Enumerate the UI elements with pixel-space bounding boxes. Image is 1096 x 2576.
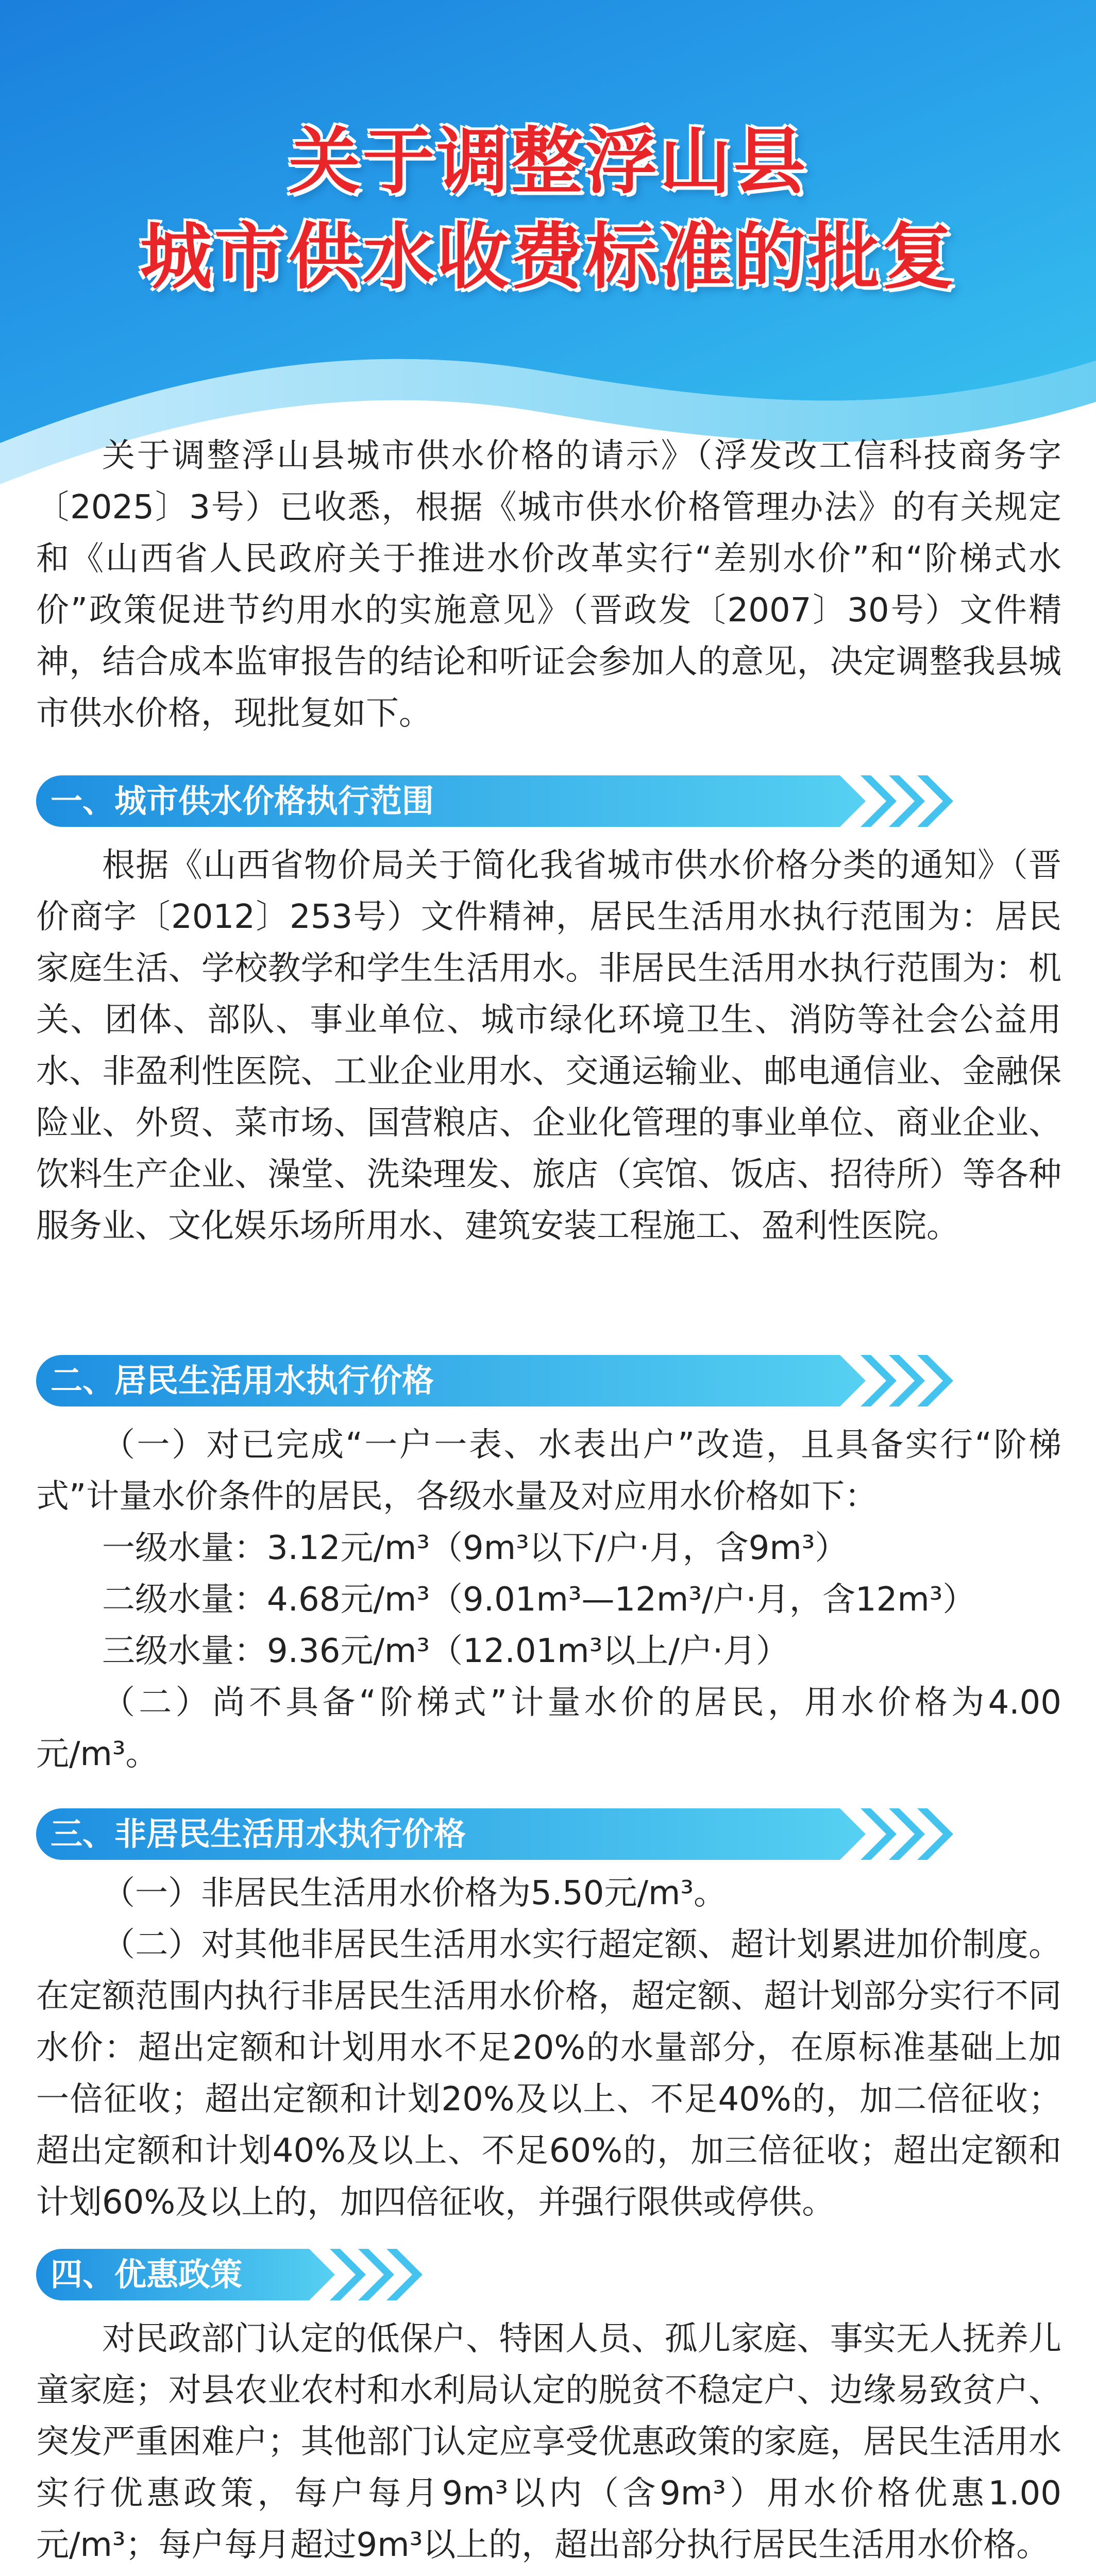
page-title-line2: 城市供水收费标准的批复 — [140, 215, 956, 299]
tier-3-price: 三级水量：9.36元/m³（12.01m³以上/户·月） — [102, 1632, 789, 1670]
section-4-paragraph-1: 对民政部门认定的低保户、特困人员、孤儿家庭、事实无人抚养儿童家庭；对县农业农村和水利局认定的脱贫不稳定户、边缘易致贫户、突发严重困难户；其他部门认定应享受优惠政策的家庭，居民生活用水实行优惠政策，每户每月9m³以内（含9m³）用水价格优惠1.00元/m³；每户每月超过9m³以上的，超出部分执行居民生活用水价格。 — [36, 2320, 1061, 2564]
section-2-paragraph-1: （一）对已完成“一户一表、水表出户”改造，且具备实行“阶梯式”计量水价条件的居民，各级水量及对应用水价格如下： — [36, 1426, 1061, 1516]
section-1-body — [36, 840, 1061, 1252]
section-3-body — [36, 1868, 1061, 2228]
section-3-paragraph-1: （一）非居民生活用水价格为5.50元/m³。 — [102, 1874, 727, 1912]
section-heading-3 — [36, 1808, 964, 1860]
section-heading-label: 三、非居民生活用水执行价格 — [50, 1815, 466, 1853]
section-heading-label: 二、居民生活用水执行价格 — [50, 1362, 434, 1399]
section-2-body — [36, 1419, 1061, 1780]
section-heading-1 — [36, 775, 964, 827]
page-title-line1: 关于调整浮山县 — [288, 120, 808, 204]
section-heading-label: 一、城市供水价格执行范围 — [50, 782, 434, 820]
section-heading-4 — [36, 2249, 964, 2300]
section-1-paragraph-1: 根据《山西省物价局关于简化我省城市供水价格分类的通知》（晋价商字〔2012〕253号）文件精神，居民生活用水执行范围为：居民家庭生活、学校教学和学生生活用水。非居民生活用水执行范围为：机关、团体、部队、事业单位、城市绿化环境卫生、消防等社会公益用水、非盈利性医院、工业企业用水、交通运输业、邮电通信业、金融保险业、外贸、菜市场、国营粮店、企业化管理的事业单位、商业企业、饮料生产企业、澡堂、洗染理发、旅店（宾馆、饭店、招待所）等各种服务业、文化娱乐场所用水、建筑安装工程施工、盈利性医院。 — [36, 846, 1061, 1245]
section-heading-2 — [36, 1355, 964, 1406]
section-heading-label: 四、优惠政策 — [50, 2256, 243, 2293]
intro-paragraph: 关于调整浮山县城市供水价格的请示》（浮发改工信科技商务字〔2025〕3号）已收悉，根据《城市供水价格管理办法》的有关规定和《山西省人民政府关于推进水价改革实行“差别水价”和“阶梯式水价”政策促进节约用水的实施意见》（晋政发〔2007〕30号）文件精神，结合成本监审报告的结论和听证会参加人的意见，决定调整我县城市供水价格，现批复如下。 — [36, 437, 1061, 733]
section-2-paragraph-2: （二）尚不具备“阶梯式”计量水价的居民，用水价格为4.00 元/m³。 — [36, 1684, 1061, 1773]
section-4-body — [36, 2313, 1061, 2571]
section-3-paragraph-2: （二）对其他非居民生活用水实行超定额、超计划累进加价制度。在定额范围内执行非居民生活用水价格，超定额、超计划部分实行不同水价：超出定额和计划用水不足20%的水量部分，在原标准基础上加一倍征收；超出定额和计划20%及以上、不足40%的，加二倍征收；超出定额和计划40%及以上、不足60%的，加三倍征收；超出定额和计划60%及以上的，加四倍征收，并强行限供或停供。 — [36, 1926, 1061, 2222]
tier-2-price: 二级水量：4.68元/m³（9.01m³—12m³/户·月，含12m³） — [102, 1581, 976, 1619]
intro-block — [36, 430, 1061, 739]
tier-1-price: 一级水量：3.12元/m³（9m³以下/户·月，含9m³） — [102, 1529, 848, 1567]
